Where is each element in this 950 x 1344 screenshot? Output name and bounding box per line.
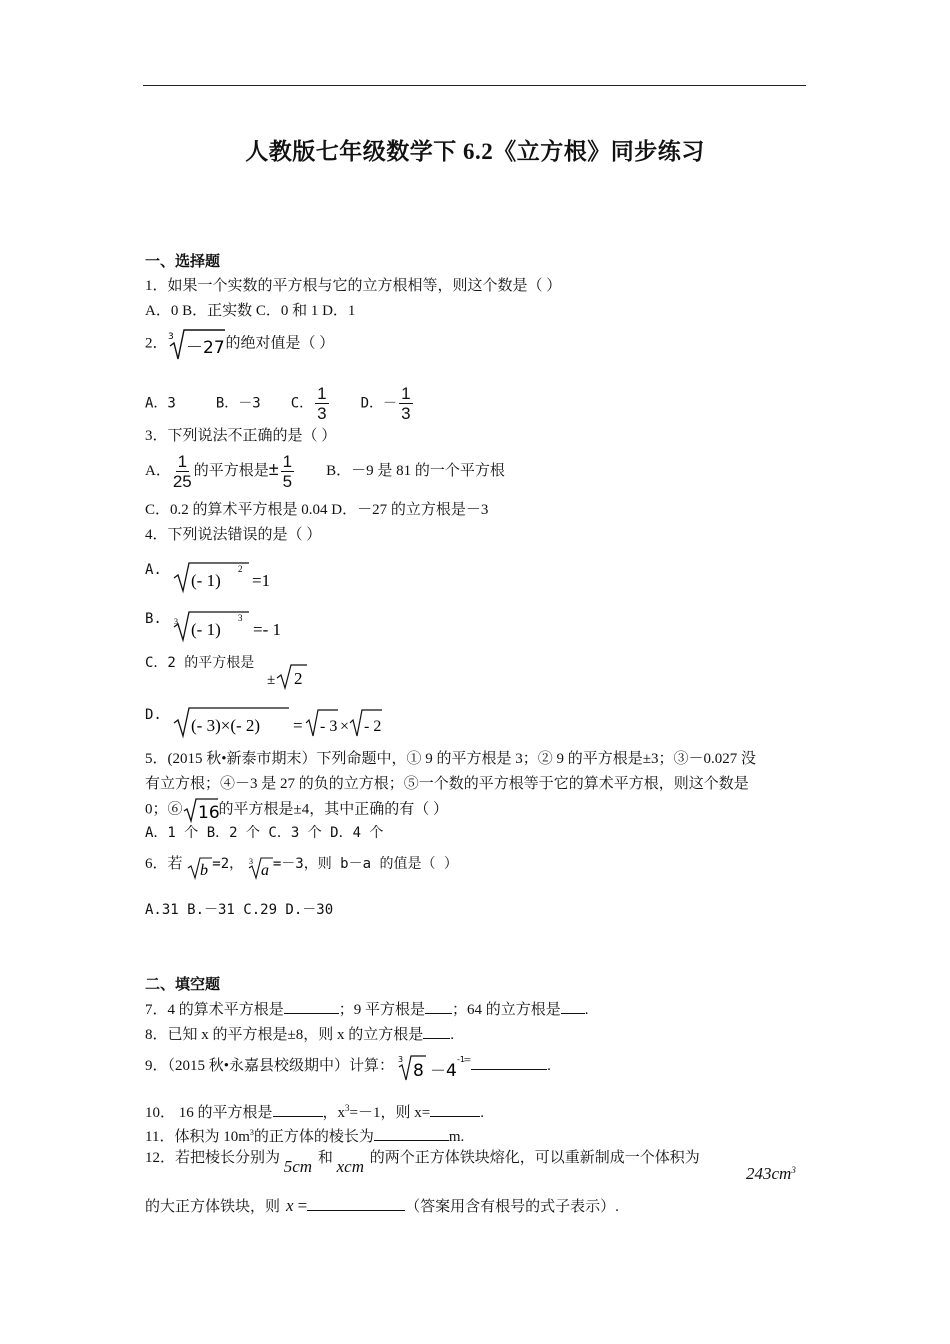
- q7-blank-1[interactable]: [284, 999, 339, 1014]
- svg-text:=1: =1: [251, 571, 270, 590]
- question-6-stem: 6．若 b =2， 3 a =－3，则 b－a 的值是（ ）: [145, 850, 458, 880]
- q4-d-expr: [166, 705, 386, 739]
- q11-blank[interactable]: [374, 1126, 449, 1141]
- question-5-line-3: 0；⑥ 16 的平方根是±4，其中正确的有（ ）: [145, 797, 448, 823]
- q10-blank-1[interactable]: [273, 1102, 323, 1117]
- q12-243cm3: $243cm^3$: [746, 1164, 796, 1183]
- q2-option-d-fraction: $\frac{1}{3}$: [401, 384, 411, 423]
- q6-cbrt-a: [247, 850, 273, 880]
- q2-suffix: 的绝对值是（ ）: [225, 335, 335, 352]
- question-4-stem: 4．下列说法错误的是（ ）: [145, 527, 322, 543]
- question-5-line-2: 有立方根；④－3 是 27 的负的立方根；⑤一个数的平方根等于它的算术平方根，则这个数是: [145, 776, 749, 792]
- svg-text:×: ×: [339, 718, 349, 735]
- q4-c-expr: [267, 662, 317, 696]
- svg-text:2: 2: [237, 564, 243, 574]
- svg-text:2: 2: [294, 669, 303, 688]
- q12-5cm: 5cm: [283, 1157, 313, 1176]
- svg-text:－: －: [429, 1061, 446, 1080]
- q9-blank[interactable]: [471, 1055, 547, 1070]
- svg-text:=: =: [292, 716, 303, 735]
- question-5-line-1: 5．(2015 秋•新泰市期末）下列命题中，① 9 的平方根是 3；② 9 的平方根是±3；③－0.027 没: [145, 751, 756, 767]
- q3-fraction-1-5: $\frac{1}{5}$: [282, 452, 293, 491]
- question-3-options-cd: C．0.2 的算术平方根是 0.04 D．－27 的立方根是－3: [145, 502, 489, 518]
- q3-option-a: A．: [145, 462, 171, 479]
- section-choice-heading: 一、选择题: [145, 254, 221, 270]
- q2-option-a: A．3: [145, 395, 176, 412]
- question-3-options-ab: A． $\frac{1}{25}$ 的平方根是± $\frac{1}{5}$ B．－9 是 81 的一个平方根: [145, 452, 505, 491]
- q4-option-c: C．2 的平方根是: [145, 655, 255, 671]
- question-1-stem: 1．如果一个实数的平方根与它的立方根相等，则这个数是（ ）: [145, 278, 562, 294]
- svg-text:(- 3)×(- 2): (- 3)×(- 2): [190, 716, 260, 735]
- svg-text:16: 16: [197, 803, 220, 823]
- q6-sqrt-b: [186, 850, 212, 880]
- q12-xcm: xcm: [336, 1157, 364, 1176]
- section-fill-heading: 二、填空题: [145, 977, 221, 993]
- svg-text:=- 1: =- 1: [252, 620, 281, 639]
- q7-blank-2[interactable]: [425, 999, 452, 1014]
- question-2-stem: [145, 326, 334, 362]
- question-6-options: A.31 B.－31 C.29 D.－30: [145, 902, 334, 918]
- q4-option-b: B. 3 (- 1) 3 =- 1: [145, 609, 296, 643]
- question-7: 7．4 的算术平方根是 ；9 平方根是 ；64 的立方根是 .: [145, 999, 589, 1020]
- q9-expression: [398, 1050, 464, 1082]
- q10-blank-2[interactable]: [430, 1102, 480, 1117]
- q2-root-index: 3: [167, 332, 174, 342]
- q2-option-b: B．－3: [215, 395, 261, 412]
- q4-b-cbrt: [166, 609, 296, 643]
- q4-a-sqrt: [166, 560, 276, 594]
- svg-text:- 3: - 3: [319, 718, 337, 735]
- question-12-line-1: 12．若把棱长分别为 5cm 和 xcm 的两个正方体铁块熔化，可以重新制成一个体积为: [145, 1150, 700, 1176]
- svg-text:8: 8: [412, 1061, 424, 1081]
- question-1-options: A．0 B．正实数 C．0 和 1 D．1: [145, 303, 356, 319]
- svg-text:b: b: [200, 862, 209, 879]
- svg-text:a: a: [260, 862, 269, 879]
- svg-text:4: 4: [445, 1061, 457, 1081]
- question-8: 8．已知 x 的平方根是±8，则 x 的立方根是 .: [145, 1024, 454, 1045]
- question-10: 10． 16 的平方根是 ，$x^3=-1$，则 x= .: [145, 1103, 484, 1121]
- question-12-line-2: 的大正方体铁块，则 x = （答案用含有根号的式子表示）.: [145, 1196, 619, 1215]
- q8-blank[interactable]: [423, 1024, 450, 1039]
- header-rule: [143, 85, 806, 86]
- page-title: 人教版七年级数学下 6.2《立方根》同步练习: [245, 139, 705, 164]
- q3-option-b: B．－9 是 81 的一个平方根: [326, 462, 505, 479]
- svg-text:-1: -1: [456, 1055, 465, 1064]
- question-5-options: A．1 个 B．2 个 C．3 个 D．4 个: [145, 825, 384, 841]
- q12-blank[interactable]: [307, 1196, 405, 1211]
- svg-text:3: 3: [248, 857, 253, 866]
- q2-option-c: C．: [290, 395, 314, 412]
- q2-cube-root: [168, 326, 226, 362]
- q2-option-c-fraction: $\frac{1}{3}$: [317, 384, 327, 423]
- svg-text:3: 3: [397, 1055, 403, 1064]
- q4-option-a: A. (- 1) 2 =1: [145, 560, 276, 594]
- q5-sqrt16: [183, 797, 219, 823]
- q4-b-expr: (- 1): [190, 620, 221, 639]
- q3-fraction-1-25: $\frac{1}{25}$: [172, 452, 192, 491]
- q7-blank-3[interactable]: [561, 999, 585, 1014]
- q2-option-d: D．－: [360, 395, 398, 412]
- svg-text:3: 3: [237, 613, 243, 623]
- q2-number: 2．: [145, 335, 168, 352]
- question-3-stem: 3．下列说法不正确的是（ ）: [145, 428, 337, 444]
- q4-c-sqrt2: [267, 662, 317, 690]
- svg-text:- 2: - 2: [363, 718, 381, 735]
- svg-text:3: 3: [173, 617, 178, 626]
- svg-text:±: ±: [267, 672, 276, 688]
- question-9: 9．（2015 秋•永嘉县校级期中）计算： 3 8 － 4 -1 = .: [145, 1052, 551, 1081]
- q2-radicand: －27: [185, 338, 225, 358]
- question-11: 11．体积为 $10m^3$的正方体的棱长为 m.: [145, 1128, 465, 1145]
- q4-a-expr: (- 1): [190, 571, 221, 590]
- q4-option-d: D. (- 3)×(- 2) = - 3 × - 2: [145, 705, 386, 739]
- question-2-options: [145, 384, 415, 423]
